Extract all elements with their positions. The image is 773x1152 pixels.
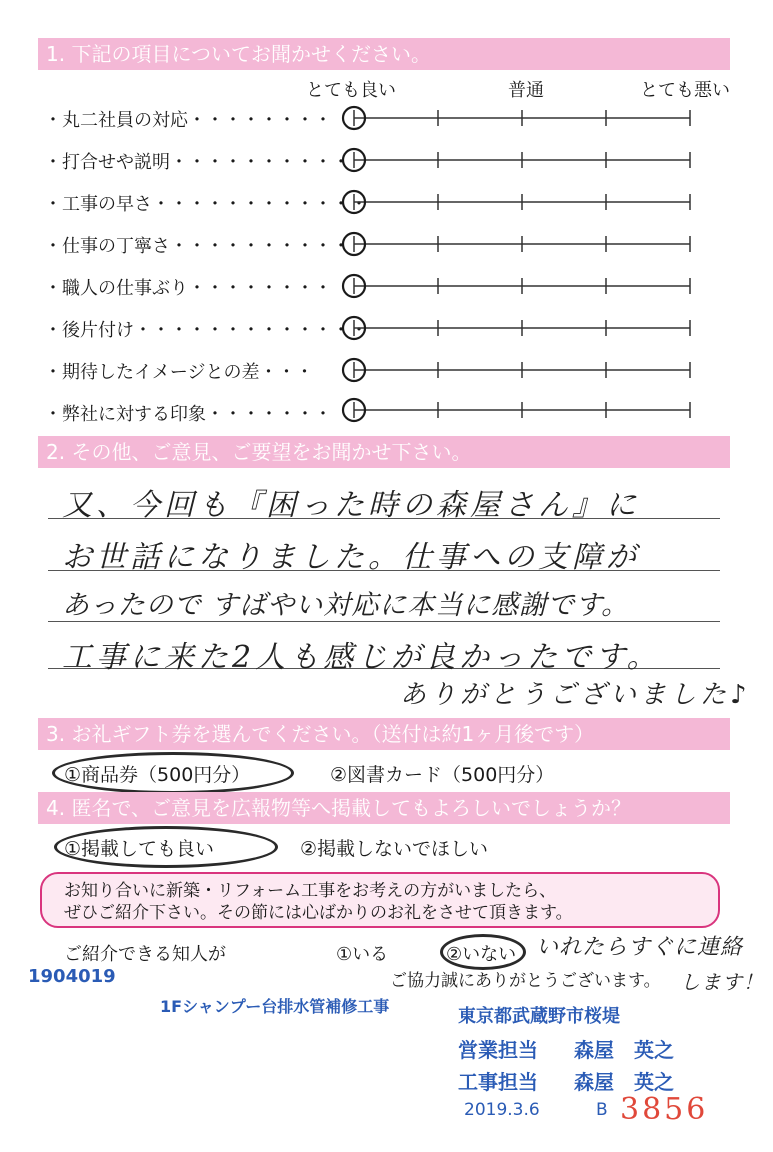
- question-label-meeting: ・打合せや説明・・・・・・・・・・: [44, 152, 350, 173]
- rank: B: [596, 1100, 608, 1120]
- info-line: お知り合いに新築・リフォーム工事をお考えの方がいましたら、: [64, 881, 557, 901]
- handwritten-referral-note: いれたらすぐに連絡: [536, 935, 744, 960]
- sales-label: 営業担当: [458, 1038, 538, 1062]
- handwritten-comment-line: 工事に来た2人も感じが良かったです。: [62, 640, 661, 675]
- section1-header: 1. 下記の項目についてお聞かせください。: [38, 38, 730, 70]
- job-title: 1Fシャンプー台排水管補修工事: [160, 997, 390, 1016]
- gift-option-gift-card: ①商品券（500円分）: [64, 764, 251, 786]
- gift-option-book-card: ②図書カード（500円分）: [330, 764, 555, 786]
- address: 東京都武蔵野市桜堤: [458, 1006, 620, 1027]
- referral-option-yes: ①いる: [336, 944, 389, 965]
- section4-header: 4. 匿名で、ご意見を広報物等へ掲載してもよろしいでしょうか？: [38, 792, 730, 824]
- date: 2019.3.6: [464, 1100, 540, 1120]
- referral-prompt: ご紹介できる知人が: [64, 944, 226, 965]
- handwritten-comment-line: お世話になりました。仕事への支障が: [62, 540, 640, 575]
- construction-label: 工事担当: [458, 1070, 538, 1094]
- section2-header: 2. その他、ご意見、ご要望をお聞かせ下さい。: [38, 436, 730, 468]
- question-label-impression: ・弊社に対する印象・・・・・・・: [44, 404, 332, 425]
- handwritten-comment-line: 又、今回も『困った時の森屋さん』に: [62, 488, 640, 523]
- handwritten-number: 3856: [620, 1092, 709, 1127]
- question-label-speed: ・工事の早さ・・・・・・・・・・・・: [44, 194, 368, 215]
- id-number: 1904019: [28, 966, 116, 987]
- scale-label-normal: 普通: [508, 80, 544, 101]
- info-line: ぜひご紹介下さい。その節には心ばかりのお礼をさせて頂きます。: [64, 903, 573, 923]
- question-label-expectation-gap: ・期待したイメージとの差・・・: [44, 362, 314, 383]
- question-label-carefulness: ・仕事の丁寧さ・・・・・・・・・・: [44, 236, 350, 257]
- question-label-cleanup: ・後片付け・・・・・・・・・・・・・: [44, 320, 368, 341]
- publish-option-no: ②掲載しないでほしい: [300, 838, 489, 860]
- referral-option-no: ②いない: [446, 944, 517, 965]
- publish-option-ok: ①掲載しても良い: [64, 838, 215, 860]
- question-label-craftsmen: ・職人の仕事ぶり・・・・・・・・: [44, 278, 332, 299]
- question-label-staff-response: ・丸二社員の対応・・・・・・・・: [44, 110, 332, 131]
- rating-scales: [0, 0, 773, 440]
- handwritten-thanks: ありがとうございました♪: [400, 680, 751, 710]
- section3-header: 3. お礼ギフト券を選んでください。（送付は約1ヶ月後です）: [38, 718, 730, 750]
- sales-name: 森屋 英之: [574, 1038, 674, 1062]
- scale-label-very-good: とても良い: [306, 80, 396, 101]
- construction-name: 森屋 英之: [574, 1070, 674, 1094]
- thanks-message: ご協力誠にありがとうございます。: [390, 971, 661, 991]
- referral-info-box: [40, 872, 720, 928]
- scale-label-very-bad: とても悪い: [640, 80, 730, 101]
- handwritten-comment-line: あったので すばやい対応に本当に感謝です。: [62, 590, 630, 621]
- handwritten-referral-note: します！: [680, 970, 764, 994]
